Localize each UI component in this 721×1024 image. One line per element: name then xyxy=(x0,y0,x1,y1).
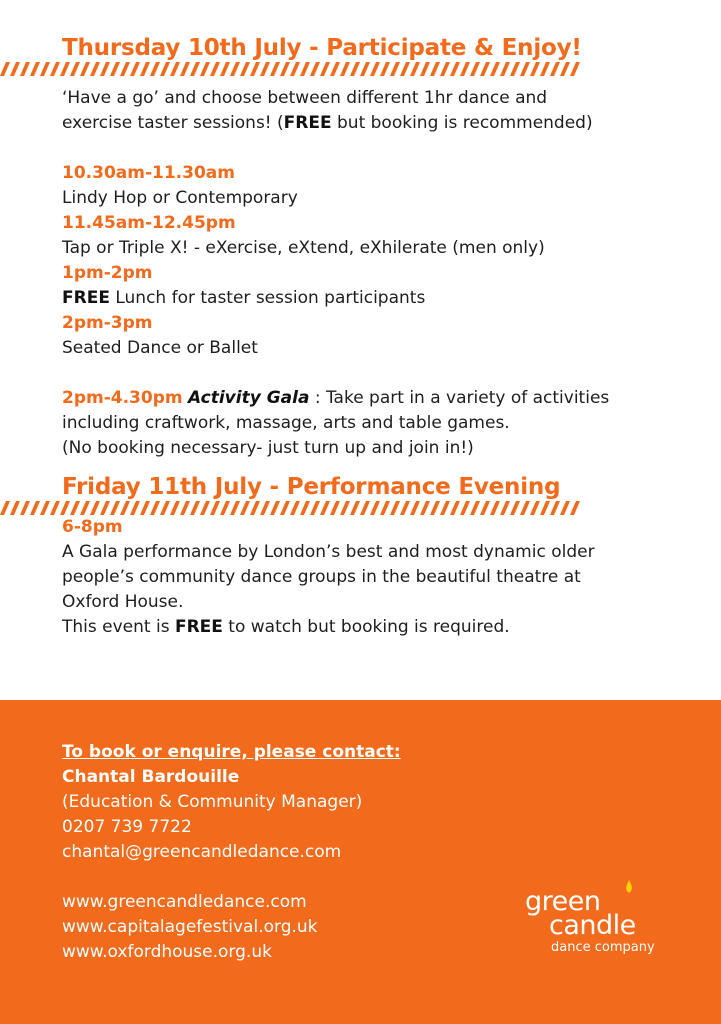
zigzag-divider xyxy=(0,62,580,76)
session-time-3: 1pm-2pm xyxy=(62,263,153,283)
website-link-3[interactable]: www.oxfordhouse.org.uk xyxy=(62,942,272,962)
friday-time: 6-8pm xyxy=(62,517,123,537)
content-column xyxy=(62,34,682,640)
friday-line-1: A Gala performance by London’s best and most dynamic older xyxy=(62,542,595,562)
intro-line-2: exercise taster sessions! (FREE but booking is recommended) xyxy=(62,113,593,133)
contact-email[interactable]: chantal@greencandledance.com xyxy=(62,842,342,862)
gala-line-1: 2pm-4.30pm Activity Gala : Take part in a variety of activities xyxy=(62,388,610,408)
logo-tagline: dance company xyxy=(551,940,655,955)
logo-word-candle: candle xyxy=(549,910,636,941)
contact-name: Chantal Bardouille xyxy=(62,767,240,787)
green-candle-logo xyxy=(525,880,665,960)
friday-heading: Friday 11th July - Performance Evening xyxy=(62,474,561,500)
session-time-1: 10.30am-11.30am xyxy=(62,163,235,183)
thursday-heading: Thursday 10th July - Participate & Enjoy! xyxy=(62,35,582,61)
session-desc-2: Tap or Triple X! - eXercise, eXtend, eXhilerate (men only) xyxy=(62,238,545,258)
session-time-2: 11.45am-12.45pm xyxy=(62,213,236,233)
session-desc-1: Lindy Hop or Contemporary xyxy=(62,188,298,208)
candle-flame-icon xyxy=(625,880,633,894)
friday-line-2: people’s community dance groups in the beautiful theatre at xyxy=(62,567,581,587)
contact-role: (Education & Community Manager) xyxy=(62,792,363,812)
logo-word-green: green xyxy=(525,886,601,917)
session-time-4: 2pm-3pm xyxy=(62,313,153,333)
gala-line-3: (No booking necessary- just turn up and join in!) xyxy=(62,438,474,458)
session-desc-4: Seated Dance or Ballet xyxy=(62,338,258,358)
gala-line-2: including craftwork, massage, arts and table games. xyxy=(62,413,510,433)
contact-footer xyxy=(0,700,721,1024)
contact-phone[interactable]: 0207 739 7722 xyxy=(62,817,192,837)
friday-line-4: This event is FREE to watch but booking is required. xyxy=(62,617,510,637)
intro-line-1: ‘Have a go’ and choose between different 1hr dance and xyxy=(62,88,548,108)
website-link-2[interactable]: www.capitalagefestival.org.uk xyxy=(62,917,318,937)
website-link-1[interactable]: www.greencandledance.com xyxy=(62,892,307,912)
session-desc-3: FREE Lunch for taster session participants xyxy=(62,288,426,308)
friday-line-3: Oxford House. xyxy=(62,592,184,612)
zigzag-divider xyxy=(0,501,580,515)
contact-heading: To book or enquire, please contact: xyxy=(62,742,401,762)
